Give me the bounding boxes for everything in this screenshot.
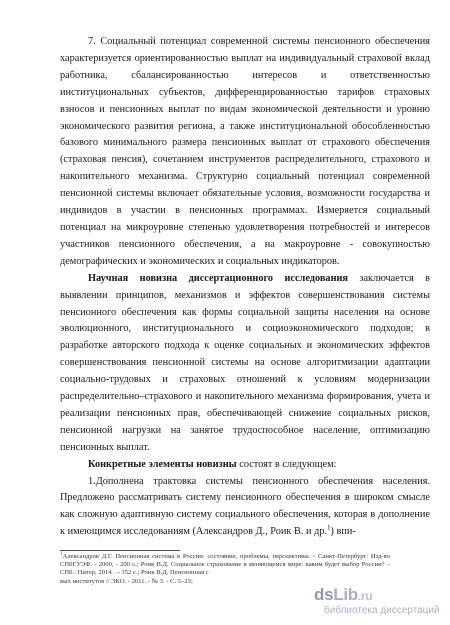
footnote-text-continued: вых институтов // ЭКО. - 2011. - № 3. - С. 5–23; (60, 577, 193, 585)
novelty-heading: Научная новизна диссертационного исследования (88, 272, 349, 284)
page-body (60, 34, 430, 541)
footnote-text: Александров Д.Г. Пенсионная система в России: состояние, проблемы, перспективы. - Санкт-Петербург: Изд-во СПбГУЭФ. - 2000, - 200 с.; Роик В.Д. Социальное страхование в меняющемся мире: каким будет выбор России? – СПб.: Питер, 2014 . – 352 с.; Роик В.Д. Пенсионная с (60, 553, 390, 577)
footnote (60, 553, 390, 586)
footnote-divider (60, 550, 180, 551)
paragraph-item-1 (60, 474, 430, 542)
footnote-marker: 1 (60, 551, 63, 557)
dslib-tagline: библиотека диссертаций (324, 605, 440, 616)
novelty-elements-heading: Конкретные элементы новизны (88, 458, 237, 470)
footnote-reference: 1 (327, 523, 331, 532)
novelty-text: заключается в выявлении принципов, механизмов и эффектов совершенствования системы пенсионного обеспечения как формы социальной защиты населения на основе эволюционного, институционального и социоэкономического подходов; в разработке авторского подхода к оценке социальных и экономических эффектов совершенствования пенсионной системы на основе алгоритмизации адаптации социально-трудовых и страховых отношений к условиям модернизации распределительно–страхового и накопительного механизма формирования, учета и реализации пенсионных прав, обеспечивающей снижение социальных рисков, пенсионной нагрузки на занятое трудоспособное население, оптимизацию пенсионных выплат. (60, 272, 431, 453)
paragraph-scientific-novelty (60, 271, 430, 457)
paragraph-social-potential: 7. Социальный потенциал современной системы пенсионного обеспечения характеризуется ориентированностью выплат на индивидуальный страховой вклад работника, сбалансированностью интересов и ответственностью институциональных субъектов, дифференцированностью тарифов страховых взносов и пенсионных выплат по видам экономической деятельности и уровню экономического развития региона, а также институциональной обособленностью базового минимального размера пенсионных выплат от страхового обеспечения (страховая пенсия), сочетанием инструментов распределительного, страхового и накопительного механизма. Структурно социальный потенциал современной пенсионной системы включает обязательные условия, возможности государства и индивидов в участии в пенсионных программах. Измеряется социальный потенциал на микроуровне степенью удовлетворения потребностей и интересов участников пенсионного обеспечения, а на макроуровне - совокупностью демографических и экономических и социальных индикаторов. (60, 36, 430, 267)
paragraph-novelty-elements (60, 457, 430, 474)
item-1-text: 1.Дополнена трактовка системы пенсионного обеспечения населения. Предложено рассматривать систему пенсионного обеспечения в широком смысле как сложную адаптивную систему социального обеспечения, которая в дополнение к имеющимся исследованиям (Александров Д., Роик В. и др. (60, 475, 430, 538)
item-1-end: ) впи- (330, 526, 356, 538)
dslib-logo: dsLib.ru (314, 585, 373, 604)
novelty-elements-text: состоят в следующем: (236, 458, 337, 470)
dslib-watermark (314, 583, 442, 619)
